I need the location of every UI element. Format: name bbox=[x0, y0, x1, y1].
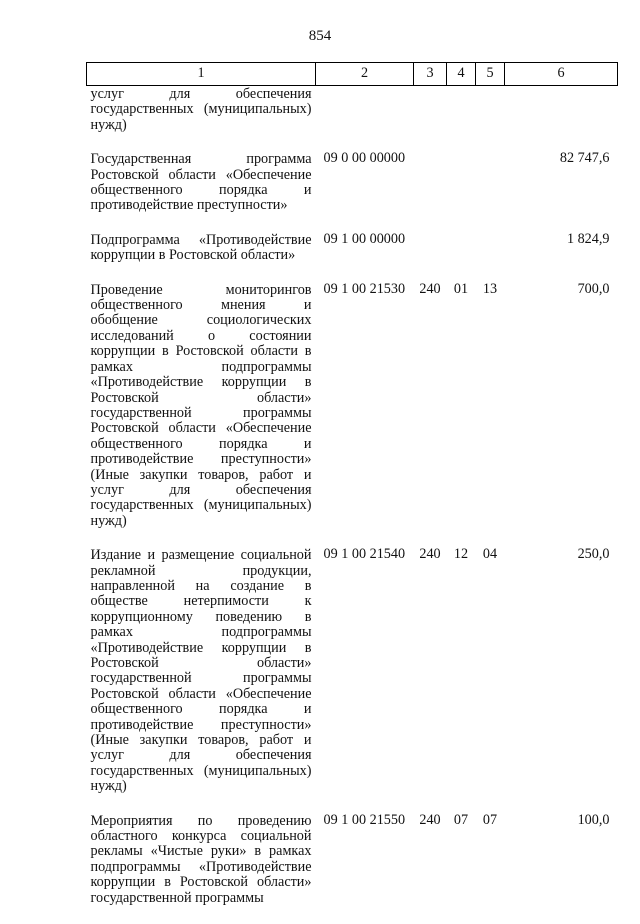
row-amount: 100,0 bbox=[577, 811, 610, 828]
row-expense-type bbox=[414, 86, 447, 152]
row-description: Проведение мониторингов общественного мнения и обобщение социологических исследований о состоянии коррупции в Ростовской области в рамках подпрограммы «Противодействие коррупции в Ростовской области» государственной программы Ростовской области «Обеспечение общественного порядка и противодействие преступности» (Иные закупки товаров, работ и услуг для обеспечения государственных (муниципальных) нужд) bbox=[90, 281, 312, 529]
row-description: Издание и размещение социальной рекламной продукции, направленной на создание в обществе нетерпимости к коррупционному поведению в рамках подпрограммы «Противодействие коррупции в Ростовской области» государственной программы Ростовской области «Обеспечение общественного порядка и противодействие преступности» (Иные закупки товаров, работ и услуг для обеспечения государственных (муниципальных) нужд) bbox=[90, 547, 312, 795]
row-subsection: 07 bbox=[482, 811, 498, 828]
table-row bbox=[87, 86, 618, 152]
row-section: 01 bbox=[453, 280, 469, 297]
row-target-code: 09 1 00 21540 bbox=[323, 546, 406, 563]
header-col-6: 6 bbox=[505, 63, 618, 86]
row-section bbox=[447, 86, 476, 152]
header-col-1: 1 bbox=[87, 63, 316, 86]
row-description: Мероприятия по проведению областного конкурса социальной рекламы «Чистые руки» в рамках подпрограммы «Противодействие коррупции в Ростовской области» государственной программы bbox=[90, 812, 312, 906]
table-row bbox=[87, 282, 618, 548]
row-amount: 700,0 bbox=[577, 280, 610, 297]
header-col-5: 5 bbox=[476, 63, 505, 86]
row-amount: 250,0 bbox=[577, 546, 610, 563]
row-subsection bbox=[476, 232, 505, 282]
header-row bbox=[87, 63, 618, 86]
row-expense-type bbox=[414, 232, 447, 282]
table-row bbox=[87, 813, 618, 924]
row-expense-type: 240 bbox=[419, 811, 441, 828]
header-col-2: 2 bbox=[316, 63, 414, 86]
row-section: 12 bbox=[453, 546, 469, 563]
row-target-code: 09 0 00 00000 bbox=[323, 150, 406, 167]
row-target-code: 09 1 00 21530 bbox=[323, 280, 406, 297]
row-amount bbox=[505, 86, 618, 152]
row-subsection bbox=[476, 151, 505, 232]
budget-table bbox=[86, 62, 618, 924]
row-subsection: 04 bbox=[482, 546, 498, 563]
row-section: 07 bbox=[453, 811, 469, 828]
row-target-code bbox=[316, 86, 414, 152]
row-amount: 1 824,9 bbox=[566, 230, 610, 247]
row-amount: 82 747,6 bbox=[559, 150, 610, 167]
row-description: Государственная программа Ростовской области «Обеспечение общественного порядка и противодействие преступности» bbox=[90, 151, 312, 214]
row-section bbox=[447, 151, 476, 232]
table-row bbox=[87, 547, 618, 813]
page-number: 854 bbox=[308, 28, 332, 44]
row-subsection bbox=[476, 86, 505, 152]
table-row bbox=[87, 232, 618, 282]
row-section bbox=[447, 232, 476, 282]
row-expense-type: 240 bbox=[419, 546, 441, 563]
header-col-3: 3 bbox=[414, 63, 447, 86]
header-col-4: 4 bbox=[447, 63, 476, 86]
row-subsection: 13 bbox=[482, 280, 498, 297]
row-target-code: 09 1 00 00000 bbox=[323, 230, 406, 247]
row-description: услуг для обеспечения государственных (муниципальных) нужд) bbox=[90, 86, 312, 133]
row-description: Подпрограмма «Противодействие коррупции в Ростовской области» bbox=[90, 231, 312, 264]
row-expense-type bbox=[414, 151, 447, 232]
table-row bbox=[87, 151, 618, 232]
row-target-code: 09 1 00 21550 bbox=[323, 811, 406, 828]
row-expense-type: 240 bbox=[419, 280, 441, 297]
